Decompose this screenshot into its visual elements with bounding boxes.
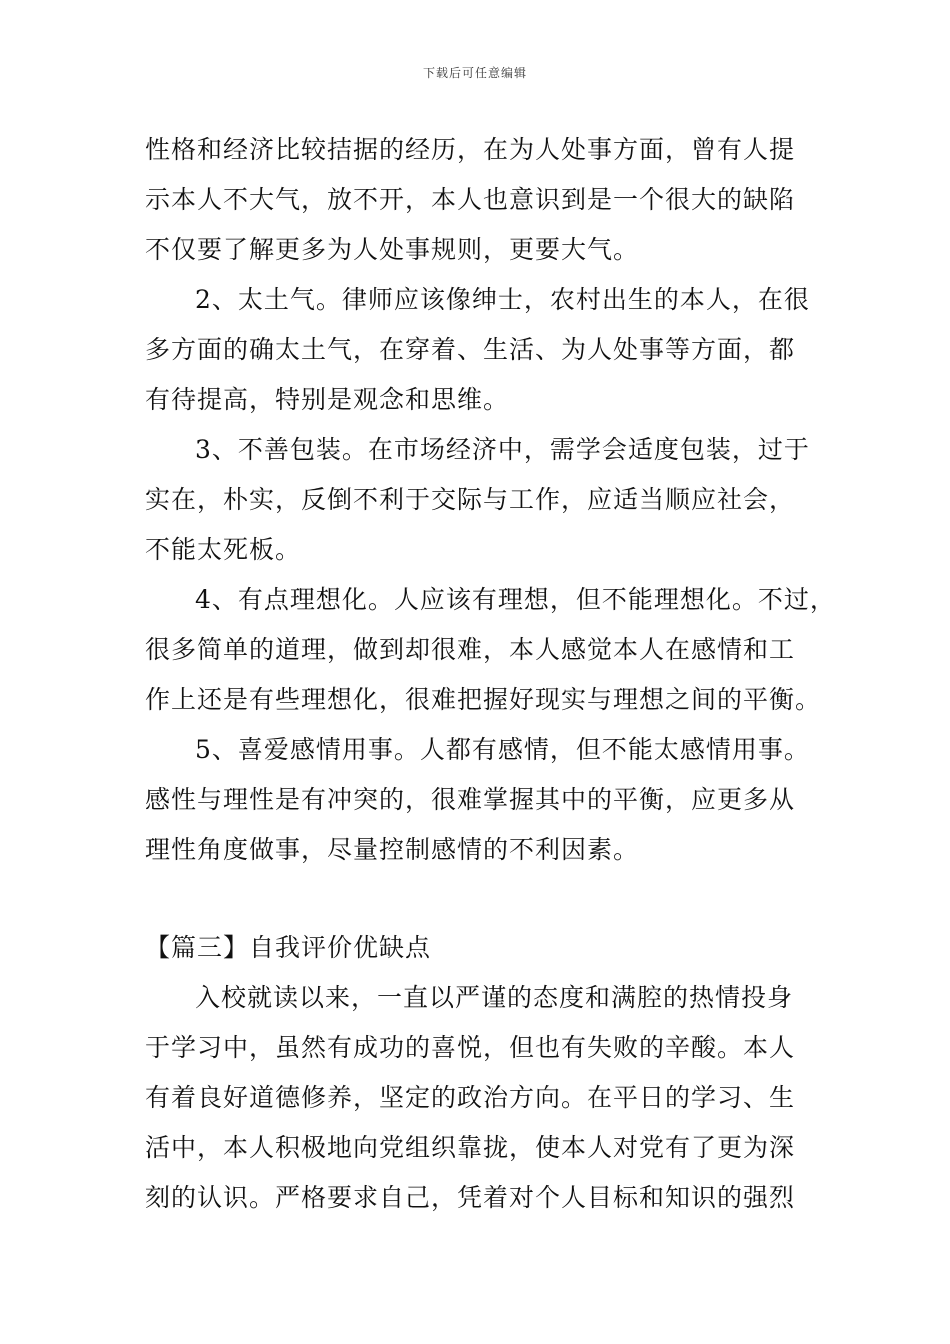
text-line: 不仅要了解更多为人处事规则，更要大气。 xyxy=(145,235,640,264)
text-line: 不能太死板。 xyxy=(145,535,302,564)
section-gap xyxy=(145,875,805,923)
document-body xyxy=(145,125,836,1223)
page-header: 下载后可任意编辑 xyxy=(422,66,527,80)
text-line: 于学习中，虽然有成功的喜悦，但也有失败的辛酸。本人 xyxy=(145,1033,796,1062)
text-line: 多方面的确太土气，在穿着、生活、为人处事等方面，都 xyxy=(145,335,796,364)
list-item-5: 5、喜爱感情用事。人都有感情，但不能太感情用事。 xyxy=(195,735,810,764)
text-line: 理性角度做事，尽量控制感情的不利因素。 xyxy=(145,835,640,864)
text-line: 作上还是有些理想化，很难把握好现实与理想之间的平衡。 xyxy=(145,685,822,714)
section-heading: 【篇三】自我评价优缺点 xyxy=(145,933,432,962)
text-line: 性格和经济比较拮据的经历，在为人处事方面，曾有人提 xyxy=(145,135,796,164)
text-line: 有着良好道德修养，坚定的政治方向。在平日的学习、生 xyxy=(145,1083,796,1112)
list-item-4: 4、有点理想化。人应该有理想，但不能理想化。不过， xyxy=(195,585,836,614)
text-line: 有待提高，特别是观念和思维。 xyxy=(145,385,510,414)
text-line: 很多简单的道理，做到却很难，本人感觉本人在感情和工 xyxy=(145,635,796,664)
text-line: 刻的认识。严格要求自己，凭着对个人目标和知识的强烈 xyxy=(145,1183,796,1212)
text-line: 感性与理性是有冲突的，很难掌握其中的平衡，应更多从 xyxy=(145,785,796,814)
paragraph-start: 入校就读以来，一直以严谨的态度和满腔的热情投身 xyxy=(195,983,794,1012)
list-item-3: 3、不善包装。在市场经济中，需学会适度包装，过于 xyxy=(195,435,810,464)
text-line: 实在，朴实，反倒不利于交际与工作，应适当顺应社会， xyxy=(145,485,796,514)
text-line: 活中，本人积极地向党组织靠拢，使本人对党有了更为深 xyxy=(145,1133,796,1162)
text-line: 示本人不大气，放不开，本人也意识到是一个很大的缺陷 xyxy=(145,185,796,214)
list-item-2: 2、太土气。律师应该像绅士，农村出生的本人，在很 xyxy=(195,285,810,314)
